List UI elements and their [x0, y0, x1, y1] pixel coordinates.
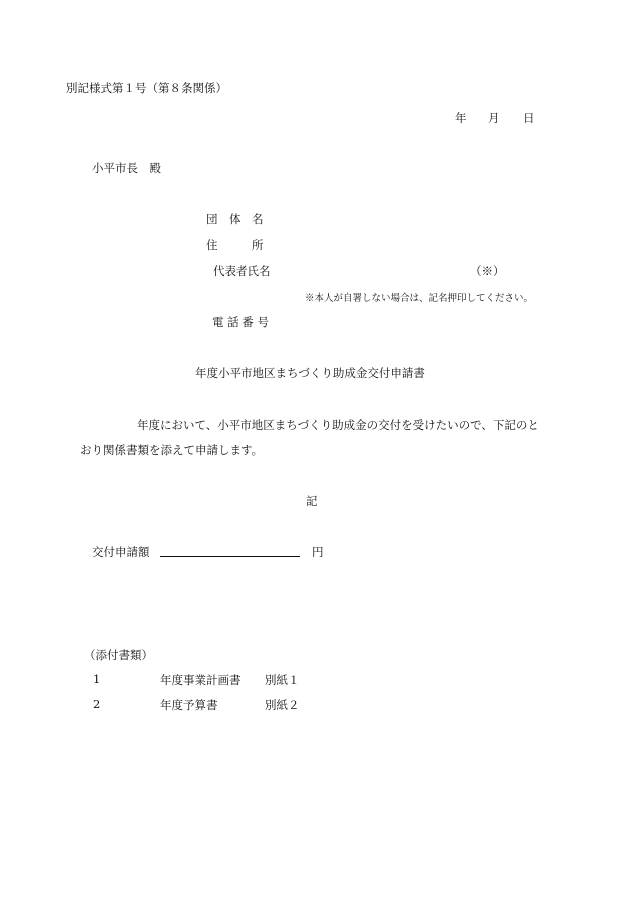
date-year: 年 — [455, 111, 467, 125]
attachment-2-number: 2 — [93, 697, 101, 711]
body-line-1: 年度において、小平市地区まちづくり助成金の交付を受けたいので、下記のと — [137, 418, 539, 432]
addressee: 小平市長 殿 — [92, 161, 161, 175]
attachment-1-number: 1 — [93, 672, 101, 686]
attachment-1-name: 年度事業計画書 — [160, 673, 241, 687]
amount-unit: 円 — [312, 545, 324, 559]
address-label: 住 所 — [206, 238, 264, 252]
amount-label: 交付申請額 — [92, 545, 150, 559]
representative-label: 代表者氏名 — [213, 264, 271, 278]
attachment-2-name: 年度予算書 — [160, 698, 218, 712]
amount-input-line — [160, 556, 300, 557]
org-name-label: 団 体 名 — [206, 212, 264, 226]
date-day: 日 — [523, 111, 535, 125]
attachments-heading: （添付書類） — [84, 648, 153, 662]
form-number-label: 別記様式第１号（第８条関係） — [66, 81, 227, 95]
ki-heading: 記 — [306, 494, 318, 508]
signature-note: ※本人が自署しない場合は、記名押印してください。 — [305, 293, 534, 304]
document-title: 年度小平市地区まちづくり助成金交付申請書 — [195, 366, 425, 380]
attachment-1-ref: 別紙１ — [265, 673, 300, 687]
body-line-2: おり関係書類を添えて申請します。 — [80, 443, 264, 457]
phone-label: 電 話 番 号 — [212, 315, 269, 329]
attachment-2-ref: 別紙２ — [265, 698, 300, 712]
date-month: 月 — [488, 111, 500, 125]
seal-mark: （※） — [470, 264, 505, 278]
